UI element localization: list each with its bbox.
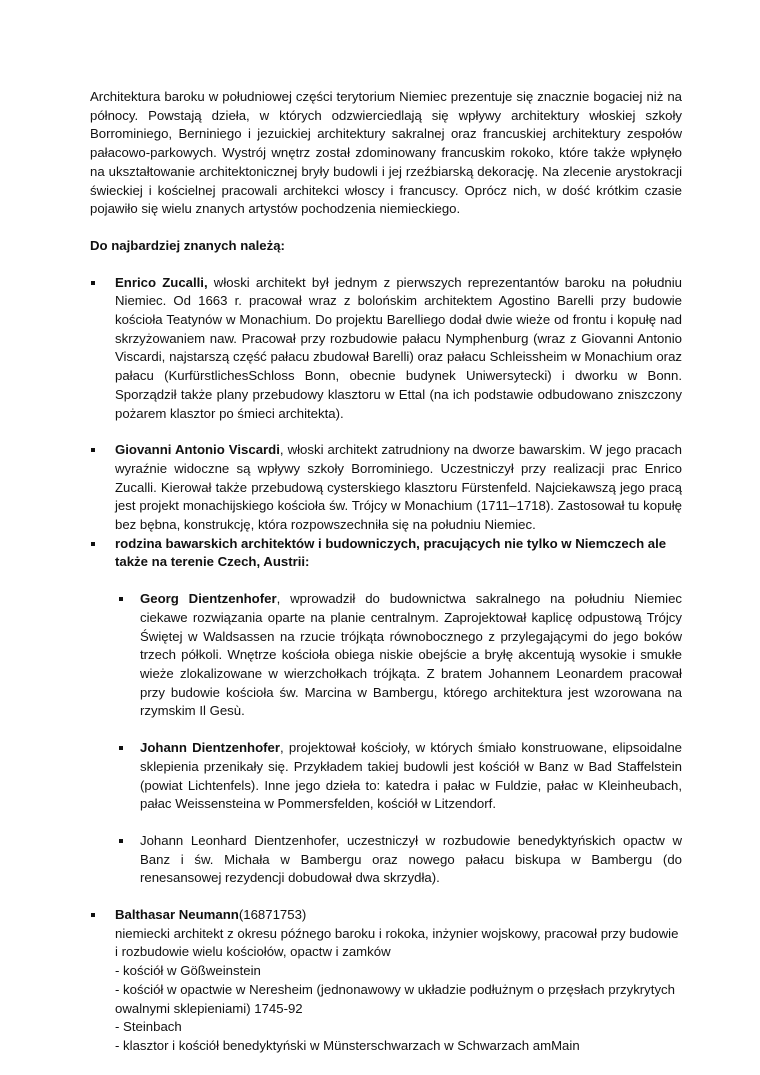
list-item-viscardi: [90, 441, 682, 535]
sublist-item-johann: [115, 739, 682, 814]
architect-description: włoski architekt był jednym z pierwszych reprezentantów baroku na południu Niemiec. Od 1663 r. pracował wraz z bolońskim architektem Agostino Barelli przy budowie kościoła Teatynów w Monachium. Do projektu Barelliego dodał dwie wieże od frontu i kopułę nad skrzyżowaniem naw. Pracował przy rozbudowie pałacu Nymphenburg (wraz z Giovanni Antonio Viscardi, najstarszą część pałacu zbudował Barelli) oraz pałacu Schleissheim w Monachium oraz pałacu (KurfürstlichesSchloss Bonn, obecnie budynek Uniwersytecki) i dworku w Bonn. Sporządził także plany przebudowy klasztoru w Ettal (na ich podstawie odbudowano zniszczony pożarem klasztor po śmieci architekta).: [115, 274, 682, 421]
architect-name: Giovanni Antonio Viscardi: [115, 442, 280, 458]
list-item-dientzenhofer-family: [90, 535, 682, 888]
architect-description: Johann Leonhard Dientzenhofer, uczestniczył w rozbudowie benedyktyńskich opactw w Banz i św. Michała w Bambergu oraz nowego pałacu biskupa w Bambergu (do renesansowej rezydencji dobudował dwa skrzydła).: [140, 832, 682, 886]
architect-name: Johann Dientzenhofer: [140, 740, 281, 756]
architect-description: , włoski architekt zatrudniony na dworze bawarskim. W jego pracach wyraźnie widoczne są wpływy szkoły Borrominiego. Uczestniczył przy realizacji prac Enrico Zucalli. Kierował także przebudową cysterskiego klasztoru Fürstenfeld. Najciekawszą jego pracą jest projekt monachijskiego kościoła św. Trójcy w Monachium (1711–1718). Zastosował tu kopułę bez bębna, konstrukcję, która rozpowszechniła się na południu Niemiec.: [115, 442, 682, 533]
architect-name: Enrico Zucalli,: [115, 274, 208, 290]
architects-list: [90, 274, 682, 1056]
architect-name: Georg Dientzenhofer: [140, 591, 277, 607]
work-item: - kościół w opactwie w Neresheim (jednonawowy w układzie podłużnym o przęsłach przykrytych owalnymi sklepieniami) 1745-92: [115, 981, 675, 1016]
architect-description: , wprowadził do budownictwa sakralnego na południu Niemiec ciekawe rozwiązania oparte na planie centralnym. Zaprojektował kaplicę odpustową Trójcy Świętej w Waldsassen na rzucie trójkąta równobocznego z przylegającymi do jego boków trzech półkoli. Wnętrze kościoła obiega niskie obejście a bryłę akcentują wysokie i smukłe wieże zlokalizowane w wierzchołkach trójkąta. Z bratem Johannem Leonardem pracował przy budowie kościoła św. Marcina w Bambergu, którego architektura jest wzorowana na rzymskim Il Gesù.: [140, 591, 682, 719]
work-item: - klasztor i kościół benedyktyński w Münsterschwarzach w Schwarzach amMain: [115, 1037, 580, 1053]
architect-name: Balthasar Neumann: [115, 907, 239, 923]
architect-description: niemiecki architekt z okresu późnego baroku i rokoka, inżynier wojskowy, pracował przy budowie i rozbudowie wielu kościołów, opactw i zamków: [115, 925, 679, 960]
section-heading: Do najbardziej znanych należą:: [90, 237, 285, 253]
intro-paragraph: Architektura baroku w południowej części terytorium Niemiec prezentuje się znacznie bogaciej niż na północy. Powstają dzieła, w których odzwierciedlają się wpływy architektury włoskiej szkoły Borrominiego, Berniniego i jezuickiej architektury sakralnej oraz francuskiej architektury zespołów pałacowo-parkowych. Wystrój wnętrz został zdominowany francuskim rokoko, które także wpłynęło na ukształtowanie architektonicznej bryły budowli i jej rzeźbiarską dekorację. Na zlecenie arystokracji świeckiej i kościelnej pracowali architekci włoscy i francuscy. Oprócz nich, w dość krótkim czasie pojawiło się wielu znanych artystów pochodzenia niemieckiego.: [90, 89, 682, 217]
architect-dates: (16871753): [238, 907, 307, 923]
work-item: - kościół w Gößweinstein: [115, 963, 261, 979]
architect-description: , projektował kościoły, w których śmiało konstruowane, elipsoidalne sklepienia przenikały się. Przykładem takiej budowli jest kościół w Banz w Bad Staffelstein (powiat Lichtenfels). Inne jego dzieła to: katedra i pałac w Fuldzie, pałac w Kleinheubach, pałac Weissensteina w Pommersfelden, kościół w Litzendorf.: [140, 740, 682, 812]
sublist-item-johann-leonhard: [115, 832, 682, 888]
list-item-neumann: [90, 906, 682, 1056]
sublist-item-georg: [115, 590, 682, 721]
list-item-zucalli: [90, 274, 682, 424]
family-heading: rodzina bawarskich architektów i budowniczych, pracujących nie tylko w Niemczech ale także na terenie Czech, Austrii:: [115, 535, 667, 570]
work-item: - Steinbach: [115, 1019, 182, 1035]
family-sublist: [115, 590, 682, 888]
document-page: [90, 88, 682, 1056]
